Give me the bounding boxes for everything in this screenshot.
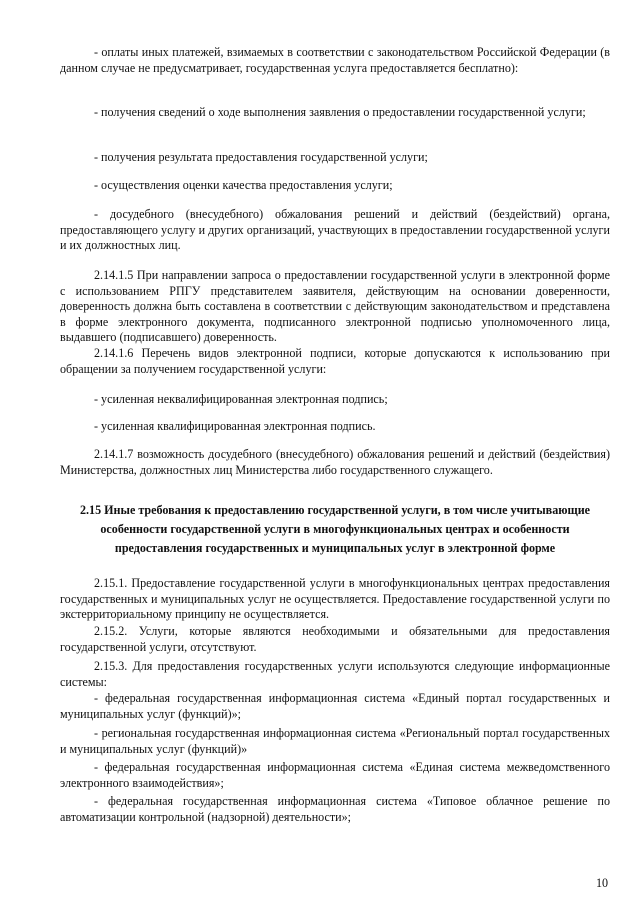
paragraph-2-14-1-6: 2.14.1.6 Перечень видов электронной подписи, которые допускаются к использованию при обращении за получением государственной услуги: [60, 346, 610, 376]
paragraph-2-14-1-5: 2.14.1.5 При направлении запроса о предоставлении государственной услуги в электронной форме с использованием РПГУ представителем заявителя, действующим на основании доверенности, доверенность должна быть составлена в соответствии с действующим законодательством и представлена в форме электронного документа, подписанного электронной подписью уполномоченного лица, выдавшего (подписавшего) доверенность. [60, 268, 610, 344]
paragraph-unqualified-signature: - усиленная неквалифицированная электронная подпись; [94, 392, 388, 406]
paragraph-pretrial-appeal: - досудебного (внесудебного) обжалования решений и действий (бездействий) органа, предоставляющего услугу и других организаций, участвующих в предоставлении государственной услуги и их должностных лиц. [60, 207, 610, 252]
paragraph-get-result: - получения результата предоставления государственной услуги; [94, 150, 428, 164]
paragraph-2-15-2: 2.15.2. Услуги, которые являются необходимыми и обязательными для предоставления государственной услуги, отсутствуют. [60, 624, 610, 654]
paragraph-2-15-1: 2.15.1. Предоставление государственной услуги в многофункциональных центрах предоставления государственных и муниципальных услуг не осуществляется. Предоставление государственной услуги по экстерриториальному принципу не осуществляется. [60, 576, 610, 621]
paragraph-epgu-system: - федеральная государственная информационная система «Единый портал государственных и муниципальных услуг (функций)»; [60, 691, 610, 721]
page-number: 10 [596, 876, 609, 890]
paragraph-smev-system: - федеральная государственная информационная система «Единая система межведомственного электронного взаимодействия»; [60, 760, 610, 790]
paragraph-tor-knd-system: - федеральная государственная информационная система «Типовое облачное решение по автоматизации контрольной (надзорной) деятельности»; [60, 794, 610, 824]
paragraph-status-info: - получения сведений о ходе выполнения заявления о предоставлении государственной услуги; [94, 105, 586, 119]
paragraph-other-payments: - оплаты иных платежей, взимаемых в соответствии с законодательством Российской Федерации (в данном случае не предусматривает, государственная услуга предоставляется бесплатно): [60, 45, 610, 75]
paragraph-2-14-1-7: 2.14.1.7 возможность досудебного (внесудебного) обжалования решений и действий (бездействия) Министерства, должностных лиц Министерства либо государственного служащего. [60, 447, 610, 477]
paragraph-rpgu-system: - региональная государственная информационная система «Региональный портал государственных и муниципальных услуг (функций)» [60, 726, 610, 756]
paragraph-quality-assessment: - осуществления оценки качества предоставления услуги; [94, 178, 393, 192]
section-heading-2-15: 2.15 Иные требования к предоставлению государственной услуги, в том числе учитывающие особенности государственной услуги в многофункциональных центрах и особенности предоставления государственных и муниципальных услуг в электронной форме [79, 503, 591, 555]
paragraph-qualified-signature: - усиленная квалифицированная электронная подпись. [94, 419, 376, 433]
paragraph-2-15-3: 2.15.3. Для предоставления государственных услуги используются следующие информационные системы: [60, 659, 610, 689]
